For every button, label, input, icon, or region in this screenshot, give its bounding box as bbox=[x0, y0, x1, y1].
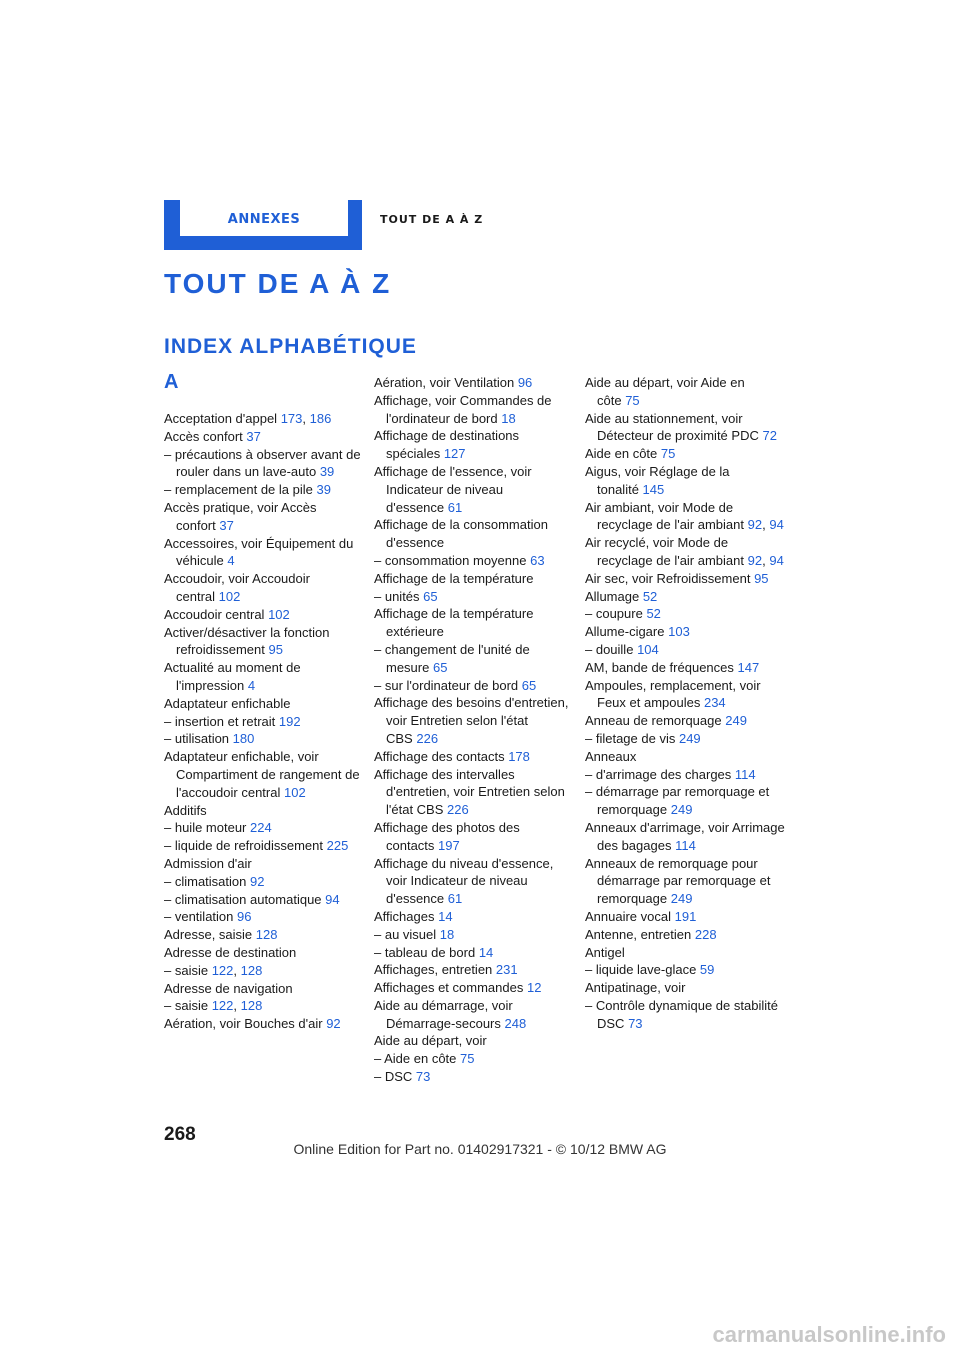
index-entry bbox=[585, 659, 785, 677]
header-tab-label: ANNEXES bbox=[227, 212, 301, 227]
index-term: Aide au stationnement, voir Détecteur de proximité PDC bbox=[585, 410, 759, 444]
page-reference-link[interactable]: 191 bbox=[674, 908, 697, 924]
index-term: – changement de l'unité de mesure bbox=[374, 641, 530, 675]
index-term: Aide en côte bbox=[585, 446, 658, 462]
page-reference-link[interactable]: 75 bbox=[660, 446, 676, 462]
index-term: Antigel bbox=[585, 944, 625, 960]
page-reference-link[interactable]: 94 bbox=[325, 891, 340, 907]
index-entry bbox=[374, 374, 574, 392]
page-reference-link[interactable]: 249 bbox=[670, 802, 693, 818]
index-term: Affichage de la température extérieure bbox=[374, 606, 534, 640]
index-entry bbox=[374, 819, 574, 855]
index-entry bbox=[585, 730, 785, 748]
page-title: TOUT DE A À Z bbox=[164, 268, 392, 299]
index-entry bbox=[585, 712, 785, 730]
page-reference-link[interactable]: 72 bbox=[762, 428, 777, 444]
index-term: Annuaire vocal bbox=[585, 908, 671, 924]
index-term: – liquide de refroidissement bbox=[164, 838, 323, 854]
index-term: Actualité au moment de l'impression bbox=[164, 660, 301, 693]
page-reference-link[interactable]: 39 bbox=[319, 464, 335, 480]
page-reference-link[interactable]: 94 bbox=[769, 517, 784, 533]
index-entry bbox=[585, 944, 785, 962]
page-reference-link[interactable]: 95 bbox=[754, 570, 769, 586]
page-reference-link[interactable]: 226 bbox=[416, 730, 439, 746]
page-reference-link[interactable]: 92 bbox=[747, 517, 763, 533]
index-term: Anneau de remorquage bbox=[585, 713, 722, 729]
page-reference-link[interactable]: 114 bbox=[675, 837, 696, 853]
index-column-3 bbox=[585, 374, 785, 1032]
page-reference-link[interactable]: 65 bbox=[432, 659, 448, 675]
index-entry bbox=[374, 944, 574, 962]
index-entry bbox=[374, 748, 574, 766]
index-entry: Acceptation d'appel 173, 186 bbox=[164, 411, 332, 426]
index-entry bbox=[585, 374, 785, 410]
page-reference-link[interactable]: 92 bbox=[747, 552, 763, 568]
index-entry bbox=[585, 783, 785, 819]
page-reference-link[interactable]: 61 bbox=[447, 499, 463, 515]
page-reference-link[interactable]: 104 bbox=[637, 641, 659, 657]
index-entry bbox=[585, 908, 785, 926]
index-entry bbox=[585, 961, 785, 979]
index-entry bbox=[164, 570, 364, 606]
index-term: Aération, voir Ventilation bbox=[374, 375, 515, 390]
index-entry bbox=[164, 855, 364, 873]
index-entry bbox=[164, 695, 364, 713]
index-entry bbox=[374, 552, 574, 570]
index-term: Admission d'air bbox=[164, 855, 252, 871]
index-term: Affichage des contacts bbox=[374, 748, 505, 764]
page-reference-link[interactable]: 92 bbox=[326, 1016, 341, 1032]
page-reference-link[interactable]: 178 bbox=[508, 748, 530, 764]
page-reference-link[interactable]: 65 bbox=[521, 677, 537, 693]
page-reference-link[interactable]: 128 bbox=[240, 998, 263, 1014]
index-column-1 bbox=[164, 410, 364, 1033]
index-term: – insertion et retrait bbox=[164, 713, 276, 729]
index-entry bbox=[374, 1068, 574, 1086]
index-term: – DSC bbox=[374, 1069, 413, 1085]
index-term: Allumage bbox=[585, 588, 640, 604]
page-reference-link[interactable]: 75 bbox=[625, 392, 640, 408]
index-term: Adresse de navigation bbox=[164, 980, 293, 996]
page-reference-link[interactable]: 173 bbox=[280, 411, 303, 426]
page-reference-link[interactable]: 92 bbox=[250, 873, 265, 889]
page-reference-link[interactable]: 52 bbox=[642, 588, 658, 604]
index-entry bbox=[374, 979, 574, 997]
page-reference-link[interactable]: 59 bbox=[699, 962, 715, 978]
index-entry bbox=[374, 766, 574, 819]
index-entry bbox=[585, 855, 785, 908]
page-reference-link[interactable]: 18 bbox=[501, 410, 516, 426]
page-reference-link[interactable]: 234 bbox=[703, 695, 726, 711]
watermark: carmanualsonline.info bbox=[712, 1322, 946, 1347]
index-entry bbox=[164, 481, 364, 499]
index-term: – liquide lave-glace bbox=[585, 962, 697, 978]
index-entry: Air recyclé, voir Mode de recyclage de l'air ambiant 92, 94 bbox=[585, 535, 784, 568]
page-reference-link[interactable]: 103 bbox=[668, 624, 690, 640]
index-term: Affichage, voir Commandes de l'ordinateur de bord bbox=[374, 392, 552, 426]
page-reference-link[interactable]: 73 bbox=[628, 1015, 643, 1031]
index-term: Accessoires, voir Équipement du véhicule bbox=[164, 535, 354, 569]
page-reference-link[interactable]: 147 bbox=[737, 659, 760, 675]
page-reference-link[interactable]: 37 bbox=[246, 428, 261, 444]
index-term: Antipatinage, voir bbox=[585, 980, 686, 996]
page-reference-link[interactable]: 37 bbox=[219, 517, 234, 533]
index-entry bbox=[374, 427, 574, 463]
page-number: 268 bbox=[164, 1124, 196, 1145]
index-term: – climatisation automatique bbox=[164, 891, 322, 907]
page-reference-link[interactable]: 73 bbox=[415, 1069, 431, 1085]
page-reference-link[interactable]: 127 bbox=[443, 446, 466, 462]
page-reference-link[interactable]: 12 bbox=[526, 980, 542, 996]
index-entry bbox=[374, 677, 574, 695]
index-term: Air ambiant, voir Mode de recyclage de l'air ambiant bbox=[585, 499, 744, 533]
index-entry bbox=[164, 748, 364, 801]
index-entry bbox=[164, 837, 364, 855]
index-term: – huile moteur bbox=[164, 820, 247, 836]
page-reference-link[interactable]: 186 bbox=[309, 411, 332, 426]
index-entry bbox=[374, 1050, 574, 1068]
index-term: – d'arrimage des charges bbox=[585, 766, 732, 782]
index-term: – précautions à observer avant de rouler dans un lave-auto bbox=[164, 446, 361, 480]
index-term: Adresse de destination bbox=[164, 944, 297, 960]
index-term: Affichage de la température bbox=[374, 570, 534, 586]
index-term: Affichages, entretien bbox=[374, 962, 493, 978]
page-reference-link[interactable]: 14 bbox=[478, 944, 494, 960]
index-term: Accès confort bbox=[164, 428, 243, 444]
index-term: – coupure bbox=[585, 606, 643, 622]
index-entry: Air ambiant, voir Mode de recyclage de l'air ambiant 92, 94 bbox=[585, 499, 784, 533]
index-entry bbox=[164, 891, 364, 909]
page-reference-link[interactable]: 231 bbox=[495, 962, 518, 978]
index-term: – saisie bbox=[164, 998, 209, 1014]
index-term: Air recyclé, voir Mode de recyclage de l'air ambiant bbox=[585, 535, 744, 568]
index-term: – ventilation bbox=[164, 909, 234, 925]
index-term: Ampoules, remplacement, voir Feux et ampoules bbox=[585, 677, 761, 711]
index-column-2 bbox=[374, 374, 574, 1086]
index-entry bbox=[164, 499, 364, 535]
index-entry bbox=[585, 641, 785, 659]
page-reference-link[interactable]: 4 bbox=[227, 553, 235, 569]
index-entry bbox=[585, 445, 785, 463]
index-entry bbox=[374, 605, 574, 641]
index-term: – filetage de vis bbox=[585, 730, 676, 746]
page-reference-link[interactable]: 52 bbox=[646, 606, 661, 622]
index-entry bbox=[164, 819, 364, 837]
index-term: Adaptateur enfichable bbox=[164, 695, 291, 711]
index-term: Accès pratique, voir Accès confort bbox=[164, 499, 317, 533]
page-reference-link[interactable]: 225 bbox=[326, 838, 349, 854]
index-term: Adresse, saisie bbox=[164, 927, 253, 943]
index-term: Activer/désactiver la fonction refroidissement bbox=[164, 624, 330, 658]
index-entry bbox=[374, 641, 574, 677]
index-term: Accoudoir, voir Accoudoir central bbox=[164, 571, 310, 604]
page-reference-link[interactable]: 14 bbox=[438, 908, 453, 924]
index-entry bbox=[374, 588, 574, 606]
index-entry bbox=[374, 694, 574, 747]
page-reference-link[interactable]: 122 bbox=[211, 962, 234, 978]
page-reference-link[interactable]: 94 bbox=[769, 552, 784, 568]
index-entry bbox=[585, 588, 785, 606]
index-term: – Contrôle dynamique de stabilité DSC bbox=[585, 997, 778, 1031]
index-entry: – saisie 122, 128 bbox=[164, 998, 263, 1014]
index-term: Affichage des intervalles d'entretien, voir Entretien selon l'état CBS bbox=[374, 766, 565, 818]
page-reference-link[interactable]: 63 bbox=[530, 552, 545, 568]
index-entry bbox=[164, 926, 364, 944]
index-term: Antenne, entretien bbox=[585, 926, 692, 942]
index-term: Aide au démarrage, voir Démarrage-secours bbox=[374, 997, 513, 1031]
index-entry bbox=[164, 944, 364, 962]
page-reference-link[interactable]: 145 bbox=[642, 481, 665, 497]
page-reference-link[interactable]: 65 bbox=[423, 588, 438, 604]
index-term: Affichage du niveau d'essence, voir Indicateur de niveau d'essence bbox=[374, 855, 554, 907]
page-reference-link[interactable]: 228 bbox=[694, 926, 717, 942]
page-reference-link[interactable]: 224 bbox=[250, 820, 272, 836]
page-reference-link[interactable]: 180 bbox=[232, 731, 255, 747]
footer-edition: Online Edition for Part no. 01402917321 - © 10/12 BMW AG bbox=[293, 1141, 667, 1157]
index-term: Affichage de la consommation d'essence bbox=[374, 517, 548, 551]
page-reference-link[interactable]: 96 bbox=[237, 909, 252, 925]
index-term: Anneaux de remorquage pour démarrage par remorquage et remorquage bbox=[585, 855, 771, 907]
running-head: TOUT DE A À Z bbox=[380, 213, 484, 226]
index-term: – consommation moyenne bbox=[374, 552, 527, 568]
index-entry bbox=[585, 410, 785, 446]
index-entry bbox=[374, 570, 574, 588]
index-entry bbox=[585, 926, 785, 944]
index-entry bbox=[164, 446, 364, 482]
index-entry: – saisie 122, 128 bbox=[164, 962, 263, 978]
index-entry bbox=[164, 802, 364, 820]
index-term: Anneaux bbox=[585, 748, 637, 764]
index-entry bbox=[585, 570, 785, 588]
index-term: – climatisation bbox=[164, 873, 247, 889]
index-entry bbox=[374, 926, 574, 944]
index-term: Acceptation d'appel bbox=[164, 411, 278, 426]
index-term: – utilisation bbox=[164, 731, 230, 747]
index-term: Anneaux d'arrimage, voir Arrimage des bagages bbox=[585, 819, 785, 853]
index-term: – remplacement de la pile bbox=[164, 482, 313, 498]
index-term: – au visuel bbox=[374, 926, 437, 942]
page-reference-link[interactable]: 114 bbox=[734, 766, 756, 782]
index-entry bbox=[585, 623, 785, 641]
index-entry bbox=[585, 766, 785, 784]
page-reference-link[interactable]: 192 bbox=[278, 713, 301, 729]
index-term: Affichage de destinations spéciales bbox=[374, 428, 520, 462]
index-term: Aide au départ, voir Aide en côte bbox=[585, 375, 745, 408]
index-term: Air sec, voir Refroidissement bbox=[585, 570, 751, 586]
index-term: – sur l'ordinateur de bord bbox=[374, 677, 519, 693]
index-term: Adaptateur enfichable, voir Compartiment de rangement de l'accoudoir central bbox=[164, 749, 360, 800]
index-entry bbox=[164, 535, 364, 571]
page-reference-link[interactable]: 102 bbox=[268, 606, 290, 622]
index-entry bbox=[585, 819, 785, 855]
index-term: AM, bande de fréquences bbox=[585, 659, 734, 675]
index-entry bbox=[164, 1015, 364, 1033]
page-reference-link[interactable]: 122 bbox=[211, 998, 234, 1014]
index-term: – douille bbox=[585, 641, 634, 657]
index-term: Aération, voir Bouches d'air bbox=[164, 1016, 323, 1032]
page-reference-link[interactable]: 75 bbox=[460, 1051, 475, 1067]
page-reference-link[interactable]: 197 bbox=[438, 837, 460, 853]
page-reference-link[interactable]: 95 bbox=[268, 642, 283, 658]
index-entry bbox=[164, 606, 364, 624]
index-term: Affichages et commandes bbox=[374, 980, 524, 996]
index-term: Allume-cigare bbox=[585, 624, 665, 640]
index-term: Affichage des besoins d'entretien, voir Entretien selon l'état CBS bbox=[374, 695, 569, 746]
page-reference-link[interactable]: 128 bbox=[240, 962, 263, 978]
page-reference-link[interactable]: 102 bbox=[218, 588, 241, 604]
letter-heading: A bbox=[164, 371, 179, 393]
index-term: Affichages bbox=[374, 908, 435, 924]
page-reference-link[interactable]: 249 bbox=[678, 730, 701, 746]
page-reference-link[interactable]: 249 bbox=[670, 891, 693, 907]
index-entry bbox=[585, 605, 785, 623]
index-term: Aide au départ, voir bbox=[374, 1033, 487, 1049]
index-entry bbox=[585, 748, 785, 766]
index-term: Additifs bbox=[164, 802, 207, 818]
index-entry bbox=[585, 463, 785, 499]
index-term: – tableau de bord bbox=[374, 944, 476, 960]
index-entry bbox=[374, 855, 574, 908]
index-entry bbox=[374, 392, 574, 428]
page-reference-link[interactable]: 249 bbox=[725, 713, 747, 729]
index-term: Aigus, voir Réglage de la tonalité bbox=[585, 463, 730, 497]
page-reference-link[interactable]: 102 bbox=[284, 784, 306, 800]
index-entry bbox=[164, 713, 364, 731]
page-reference-link[interactable]: 61 bbox=[447, 891, 463, 907]
section-title: INDEX ALPHABÉTIQUE bbox=[164, 335, 417, 358]
index-entry bbox=[374, 463, 574, 516]
index-entry bbox=[164, 659, 364, 695]
page-reference-link[interactable]: 39 bbox=[316, 482, 331, 498]
index-entry bbox=[585, 677, 785, 713]
index-term: – unités bbox=[374, 588, 420, 604]
index-entry bbox=[164, 908, 364, 926]
index-entry bbox=[164, 730, 364, 748]
index-entry bbox=[164, 428, 364, 446]
page-reference-link[interactable]: 226 bbox=[447, 802, 469, 818]
index-entry bbox=[585, 997, 785, 1033]
index-term: – démarrage par remorquage et remorquage bbox=[585, 784, 770, 818]
index-entry bbox=[585, 979, 785, 997]
index-entry bbox=[164, 624, 364, 660]
index-term: – Aide en côte bbox=[374, 1051, 457, 1067]
page-reference-link[interactable]: 18 bbox=[439, 926, 455, 942]
index-entry bbox=[374, 997, 574, 1033]
page-reference-link[interactable]: 96 bbox=[517, 375, 533, 390]
page-reference-link[interactable]: 128 bbox=[255, 927, 278, 943]
index-term: Accoudoir central bbox=[164, 606, 265, 622]
page-reference-link[interactable]: 248 bbox=[504, 1015, 527, 1031]
index-entry bbox=[374, 961, 574, 979]
page-reference-link[interactable]: 4 bbox=[247, 677, 256, 693]
index-term: Affichage de l'essence, voir Indicateur de niveau d'essence bbox=[374, 463, 532, 515]
index-entry bbox=[374, 908, 574, 926]
index-entry bbox=[164, 873, 364, 891]
index-term: Affichage des photos des contacts bbox=[374, 819, 520, 853]
index-entry bbox=[374, 516, 574, 552]
index-entry bbox=[164, 980, 364, 998]
index-entry bbox=[374, 1032, 574, 1050]
index-term: – saisie bbox=[164, 962, 209, 978]
